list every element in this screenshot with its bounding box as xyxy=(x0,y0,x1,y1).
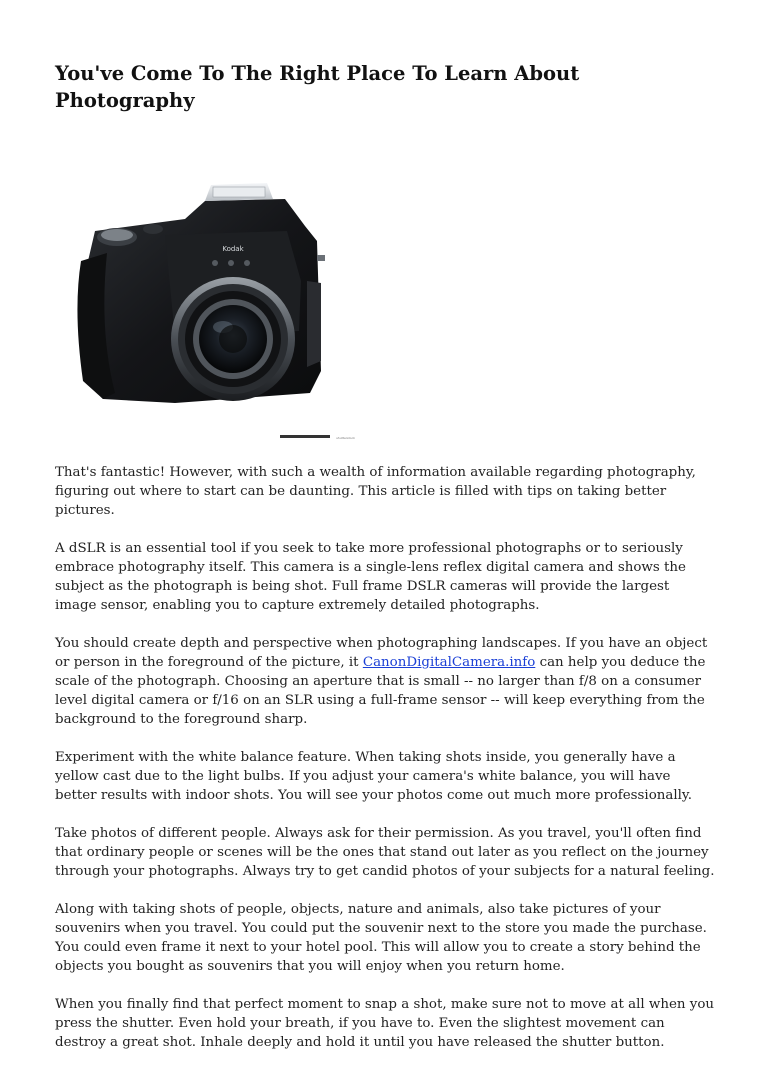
document-page xyxy=(55,60,715,1071)
paragraph-depth xyxy=(55,634,715,729)
paragraph-dslr: A dSLR is an essential tool if you seek to take more professional photographs or to seriously embrace photography itself. This camera is a single-lens reflex digital camera and shows the subject as the photograph is being shot. Full frame DSLR cameras will provide the largest image sensor, enabling you to capture extremely detailed photographs. xyxy=(55,541,686,613)
photo-caption: shutterstock xyxy=(336,436,355,440)
paragraph-souvenirs: Along with taking shots of people, objects, nature and animals, also take pictures of your souvenirs when you travel. You could put the souvenir next to the store you made the purchase. You could even frame it next to your hotel pool. This will allow you to create a story behind the objects you bought as souvenirs that you will enjoy when you return home. xyxy=(55,902,707,974)
paragraph-shutter: When you finally find that perfect moment to snap a shot, make sure not to move at all when you press the shutter. Even hold your breath, if you have to. Even the slightest movement can destroy a great shot. Inhale deeply and hold it until you have released the shutter button. xyxy=(55,997,715,1050)
paragraph-depth-before: You should create depth and perspective when photographing landscapes. If you have an object or person in the foreground of the picture, it xyxy=(55,636,708,670)
page-title: You've Come To The Right Place To Learn About Photography xyxy=(55,62,580,112)
camera-photo xyxy=(55,171,362,441)
camera-brand-label: Kodak xyxy=(222,245,244,253)
canon-digital-camera-link[interactable]: CanonDigitalCamera.info xyxy=(362,655,536,670)
camera-illustration xyxy=(55,171,362,441)
paragraph-depth-after: can help you deduce the scale of the photograph. Choosing an aperture that is small -- no larger than f/8 on a consumer level digital camera or f/16 on an SLR using a full-frame sensor -- will keep everything from the background to the foreground sharp. xyxy=(55,655,706,727)
paragraph-intro: That's fantastic! However, with such a wealth of information available regarding photography, figuring out where to start can be daunting. This article is filled with tips on taking better pictures. xyxy=(55,465,696,518)
paragraph-people: Take photos of different people. Always ask for their permission. As you travel, you'll often find that ordinary people or scenes will be the ones that stand out later as you reflect on the journey through your photographs. Always try to get candid photos of your subjects for a natural feeling. xyxy=(55,826,715,879)
paragraph-white-balance: Experiment with the white balance feature. When taking shots inside, you generally have a yellow cast due to the light bulbs. If you adjust your camera's white balance, you will have better results with indoor shots. You will see your photos come out much more professionally. xyxy=(55,750,692,803)
